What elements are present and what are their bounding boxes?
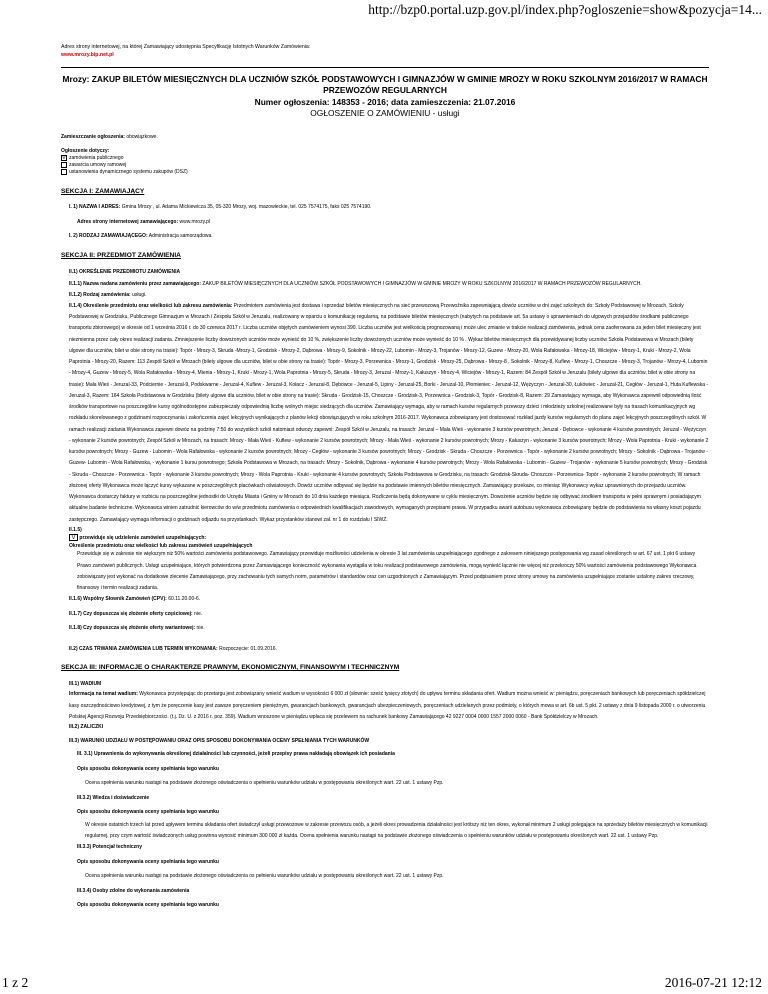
notice-document [61, 44, 709, 909]
order-type-value: usługi. [132, 292, 147, 299]
divider [61, 67, 709, 68]
kind-value: Administracja samorządowa. [148, 233, 213, 240]
section-1-address [61, 204, 709, 211]
kind-label: I. 2) RODZAJ ZAMAWIAJĄCEGO: [69, 233, 148, 240]
title-line-4: OGŁOSZENIE O ZAMÓWIENIU - usługi [310, 108, 460, 119]
website-value: www.mrozy.pl [179, 218, 210, 225]
option-label: zamówienia publicznego [69, 155, 124, 162]
section-1-kind [61, 233, 709, 240]
notice-value: obowiązkowe. [126, 133, 158, 140]
supplementary-option [61, 534, 709, 542]
staff-heading: III.3.4) Osoby zdolne do wykonania zamówienia [77, 887, 190, 894]
order-name [61, 279, 709, 290]
conditions-heading: III.3) WARUNKI UDZIAŁU W POSTĘPOWANIU ORAZ OPIS SPOSOBU DOKONYWANIA OCENY SPEŁNIANIA TYCH WARUNKÓW [69, 737, 370, 744]
variant-offer-row [61, 625, 709, 632]
checkbox-empty [61, 162, 67, 168]
order-type [61, 290, 709, 301]
option-label: zawarcia umowy ramowej [69, 162, 127, 169]
notice-type [61, 134, 709, 141]
permissions-heading: III. 3.1) Uprawnienia do wykonywania określonej działalności lub czynności, jeżeli przepisy prawa nakładają obowiązek ich posiadania [77, 751, 395, 758]
order-type-label: II.1.2) Rodzaj zamówienia: [69, 292, 131, 299]
technical-heading: III.3.3) Potencjał techniczny [77, 844, 143, 851]
technical-value: Ocena spełnienia warunku nastąpi na podstawie złożonego oświadczenia os pełnieniu warunków udziału w postępowaniu określonych wart. 22 ust. 1 ustawy Pzp. [85, 873, 444, 880]
option-label: ustanowienia dynamicznego systemu zakupów (DSZ) [69, 169, 188, 176]
partial-offer-value: nie. [194, 610, 203, 617]
order-name-value: ZAKUP BILETÓW MIESIĘCZNYCH DLA UCZNIÓW SZKÓŁ PODSTAWOWYCH I GIMNAZJÓW W GMINIE MROZY W ROKU SZKOLNYM 2016/2017 W RAMACH PRZEWOZÓW REGULARNYCH. [202, 281, 642, 287]
supplementary-option-label: przewiduje się udzielenie zamówień uzupełniających: [79, 535, 207, 542]
checkbox-checked: V [69, 534, 78, 541]
variant-offer-value: nie. [196, 625, 205, 632]
wadium-label: Informacja na temat wadium: [69, 691, 138, 698]
partial-offer-row [61, 611, 709, 618]
supplementary-label: Określenie przedmiotu oraz wielkości lub zakresu zamówień uzupełniających [69, 542, 253, 549]
duration-value: Rozpoczęcie: 01.09.2016. [219, 645, 277, 652]
wadium-heading: III.1) WADIUM [69, 680, 102, 687]
concerns-option-2 [61, 169, 709, 176]
title-line-3: Numer ogłoszenia: 148353 - 2016; data zamieszczenia: 21.07.2016 [254, 96, 516, 107]
browser-url: http://bzp0.portal.uzp.gov.pl/index.php?ogloszenie=show&pozycja=14... [368, 2, 762, 17]
cpv-row [61, 596, 709, 603]
checkbox-empty [61, 169, 67, 175]
title-line-1: Mrozy: ZAKUP BILETÓW MIESIĘCZNYCH DLA UCZNIÓW SZKÓŁ PODSTAWOWYCH I GIMNAZJÓW W GMINIE MROZY W ROKU SZKOLNYM 2016/2017 W RAMACH [62, 73, 708, 84]
intro-block [61, 44, 709, 59]
experience-value: W okresie ostatnich trzech lat przed upływem terminu składania ofert świadczył usługi przewozowe w zakresie przewozu osób, a jeżeli okres prowadzenia działalności jest krótszy niż ten okres, wykonał minimum 2 usługi polegające na sprzedaży biletów miesięcznych w komunikacji regularnej, przy czym wartość świadczonych usług powinna wynosić minimum 300 000 zł każda. Ocena spełnienia warunku nastąpi na podstawie złożonego oświadczenia o spełnieniu warunków udziału w postępowaniu określonych wart. 22 ust. 1 ustawy Pzp. [85, 821, 708, 839]
method-label-3: Opis sposobu dokonywania oceny spełniania tego warunku [77, 858, 219, 865]
checkbox-checked: V [62, 155, 66, 162]
notice-title [61, 74, 709, 120]
intro-text: Adres strony internetowej, na której Zamawiający udostępnia Specyfikację Istotnych Warunków Zamówienia: [61, 44, 311, 50]
section-3-title: SEKCJA III: INFORMACJE O CHARAKTERZE PRAWNYM, EKONOMICZNYM, FINANSOWYM I TECHNICZNYM [61, 664, 400, 672]
order-description-value: Przedmiotem zamówienia jest dostawa i sprzedaż biletów miesięcznych na sieć przewozową Przewoźnika zapewniającą dowóz uczniów w dni zajęć szkolnych do: Szkoły Podstawowej w Mrozach, Szkoły Podstawowej w Grodzisku, Publicznego Gimnazjum w Mrozach i Zespołu Szkół w Jeruzalu, realizowany w oparciu o komunikację regularną, na podstawie biletów miesięcznych (nabytych na podstawie art. 5a ustawy o uprawnieniach do ulgowych przejazdów środkami publicznego transportu zbiorowego) w okresie od 1 września 2016 r. do 30 czerwca 2017 r. Liczba uczniów objętych zamówieniem wynosi 390. Liczba uczniów jest wielkością prognozowaną i może ulec zmianie w trakcie realizacji zamówienia, jednak cena zaoferowana za jeden bilet miesięczny jest niezmienna przez cały okres realizacji zadania. Zmniejszenie liczby dowożonych uczniów może wynieść do 10 %, zwiększenie liczby dowożonych uczniów może wynieść do 10 % . Wykaz biletów miesięcznych dla przewidywanej liczby uczniów Szkoła Podstawowa w Mrozach (bilety ulgowe dla uczniów, bilet w obie strony na trasie): Topór - Mrozy-3, Skruda -Mrozy-1, Grodzisk - Mrozy-2, Dąbrowa - Mrozy-9, Sokolnik - Mrozy-22, Lubomin - Mrozy-3, Trojanów - Mrozy-12, Guzew - Mrozy-20, Wola Rafałowska - Mrozy-18, Wiciejów - Mrozy-1, Kruki - Mrozy-2, Wola Paprotnia - Mrozy-20, Razem: 113 Zespół Szkół w Mrozach (bilety ulgowe dla uczniów, bilet w obie strony na trasie): Topór - Mrozy-3, Porzewnica - Mrozy-1, Grodzisk - Mrozy-25, Dąbrowa - Mrozy-8 , Sokolnik - Mrozy-8, Kuflew - Mrozy-1, Choszcze - Mrozy-3, Trojanów - Mrozy-4, Lubomin - Mrozy-4, Guzew - Mrozy-5, Wola Rafałowska - Mrozy-4, Mienia - Mrozy-1, Kruki - Mrozy-1, Wola Paprotnia - Mrozy-5, Skruda - Mrozy-3, Jeruzal - Mrozy-1, Kałuszyn - Mrozy-4, Wiciejów - Mrozy-1, Razem: 84 Zespół Szkół w Jeruzalu (bilety ulgowe dla uczniów, bilet w obie strony na trasie): Mała Wieś - Jeruzal-33, Podciernie - Jeruzal-9, Podskwarne - Jeruzal-4, Kuflew - Jeruzal-3, Kołacz - Jeruzal-8, Dębowce - Jeruzal-5, Lipiny - Jeruzal-25, Borki - Jeruzal-10, Płomieniec - Jeruzal-12, Wężyczyn - Jeruzal-30, Łukówiec - Jeruzal-21, Cegłów - Jeruzal-1, Huta Kuflewska - Jeruzal-3, Razem: 164 Szkoła Podstawowa w Grodzisku (bilety ulgowe dla uczniów, bilet w obie strony na trasie): Skruda - Grodzisk-15, Choszcze - Grodzisk-3, Porzewnica - Grodzisk-3, Topór - Grodzisk-8, Razem: 29 Zamawiający wymaga, aby Wykonawca zapewnił odpowiednią ilość środków transportowe na poszczególne kursy ogólnodostępne zabezpieczały odpowiednią liczbę wolnych miejsc siedzących dla uczniów. Zamawiający wymaga, aby w ramach kursów regularnych przewozy dzieci i młodzieży szkolnej realizowane były na trasach komunikacyjnych wg rozkładu skorelowanego z godzinami rozpoczynania i zakończenia zajęć lekcyjnych wynikających z planów lekcji obowiązujących w roku szkolnym 2016-2017. Wykonawca zobowiązany jest dostosować rozkład jazdy kursów regularnych do planu zajęć lekcyjnych poszczególnych szkół. W ramach realizacji zadania Wykonawca zapewni dowóz na godzinę 7:50 do wszystkich szkół natomiast odwozy zapewni: Zespół Szkół w Jeruzalu, na trasach: Jeruzal – Mała Wieś - wykonanie 3 kursów powrotnych; Jeruzal - Dębowce - wykonanie 4 kursów powrotnych; Jeruzal - Wężyczyn - wykonanie 2 kursów powrotnych; Zespół Szkół w Mrozach, na trasach: Mrozy - Mała Wieś - Kuflew - wykonanie 2 kursów powrotnych; Mrozy - Mała Wieś - wykonanie 2 kursów powrotnych; Mrozy - Kałuszyn - wykonanie 3 kursów powrotnych; Mrozy - Wola Paprotnia - Kruki - wykonanie 2 kursów powrotnych; Mrozy - Guzew - Lubomin - Wola Rafałowska - wykonanie 2 kursów powrotnych; Mrozy - Cegłów - wykonanie 3 kursów powrotnych; Mrozy - Grodzisk - Skruda - Choszcze - Porzewnica - Topór - wykonanie 2 kursów powrotnych; Mrozy - Sokolnik - Dąbrowa - Trojanów - Guzew- Lubomin - Wola Rafałowska, - wykonanie 1 kursu powrotnego; Szkoła Podstawowa w Mrozach, na trasach: Mrozy - Sokolnik, Dąbrowa - wykonanie 4 kursów powrotnych; Mrozy - Wola Rafałowska - Lubomin - Guzew - Trojanów - wykonanie 5 kursów powrotnych; Mrozy - Grodzisk - Skruda - Choszcze - Porzewnica - Topór - wykonanie 3 kursów powrotnych; Mrozy - Wola Paprotnia - Kruki - wykonanie 4 kursów powrotnych; Szkoła Podstawowa w Grodzisku, na trasach: Grodzisk-Skruda- Choszcze - Porzewnica- Topór - wykonanie 2 kursów powrotnych; W ramach złożonej oferty Wykonawca może łączyć kursy wykazane w poszczególnych placówkach oświatowych. Dowóz uczniów odbywać się będzie na podstawie imiennych biletów miesięcznych. Zamawiający przekaże, co miesiąc Wykonawcy wykaz uprawnionych do przejazdu uczniów. Wykonawca dostarczy faktury w rozbiciu na poszczególne jednostki do Urzędu Miasta i Gminy w Mrozach do 10 dnia każdego miesiąca. Rozliczenia będą dokonywane w cyklu miesięcznym. Dowożenie uczniów będzie się odbywać środkiem transportu w pełni sprawnym i posiadającym aktualne badanie techniczne. Wykonawca winien zatrudnić kierowców do w/w przedmiotu zamówienia o odpowiednich kwalifikacjach zawodowych, wymaganych przepisami prawa. W przypadku awarii autobusu wykonawca zobowiązany będzie do podstawienia na własny koszt pojazdu zastępczego. Zamawiający wymaga informacji o godzinach odjazdu na przystankach. Wykaz przystanków stanowi zał. nr 1 do rozdziału I SIWZ. [69, 302, 709, 523]
order-description [61, 301, 709, 526]
experience-heading: III.3.2) Wiedza i doświadczenie [77, 794, 150, 801]
notice-label: Zamieszczanie ogłoszenia: [61, 133, 125, 140]
cpv-label: II.1.6) Wspólny Słownik Zamówień (CPV): [69, 596, 167, 603]
supplementary-value: Przewiduje się w zakresie nie większym niż 50% wartości zamówienia podstawowego. Zamawiający przewiduje możliwości udzielenia w okresie 3 lat zamówienia uzupełniającego zgodnego z zakresem niniejszego postępowania wg zasad określonych w art. 67 ust. 1 pkt 6 ustawy Prawo zamówień publicznych. Usługi uzupełniające, których potwierdzona przez Zamawiającego konieczność wykonania wystąpiła w toku realizacji podstawowego zamówienia, mogą wynieść łącznie nie więcej niż przekroczy 50% wartości zamówienia podstawowego Wykonawca zobowiązany jest wykonać na dodatkowe zlecenie Zamawiającego, przy zachowaniu tych samych norm, parametrów i standardów oraz cen uzgodnionych z Zamawiającym. Przed podpisaniem przez strony umowy na zamówienia uzupełniające zostanie ustalony zakres rzeczowy, finansowy i termin realizacji zadania. [77, 551, 697, 591]
method-label-4: Opis sposobu dokonywania oceny spełniania tego warunku [77, 902, 219, 909]
duration-row [61, 646, 709, 653]
address-label: I. 1) NAZWA I ADRES: [69, 204, 121, 211]
concerns-option-0 [61, 155, 709, 162]
section-2-heading: II.1) OKREŚLENIE PRZEDMIOTU ZAMÓWIENIA [69, 268, 181, 275]
section-1-website [61, 219, 709, 226]
page-indicator: 1 z 2 [2, 975, 29, 990]
partial-offer-label: II.1.7) Czy dopuszcza się złożenie oferty częściowej: [69, 610, 193, 617]
concerns-label: Ogłoszenie dotyczy: [61, 148, 110, 155]
address-value: Gmina Mrozy , ul. Adama Mickiewicza 35, 05-320 Mrozy, woj. mazowieckie, tel. 025 7574175, faks 025 7574190. [121, 204, 372, 211]
title-line-2: PRZEWOZÓW REGULARNYCH [323, 85, 447, 96]
concerns-block [61, 148, 709, 176]
concerns-option-1 [61, 162, 709, 169]
order-name-label: II.1.1) Nazwa nadana zamówieniu przez zamawiającego: [69, 281, 201, 287]
wadium-value: Wykonawca przystępując do przetargu jest zobowiązany wnieść wadium w wysokości 6 000 zł (słownie: sześć tysięcy złotych) do upływu terminu składania ofert. Wadium można wnieść w: pieniądzu, poręczeniach bankowych lub poręczeniach spółdzielczej kasy oszczędnościowo kredytowej, z tym że poręczenie kasy jest zawsze poręczeniem pieniężnym, gwarancjach bankowych, gwarancjach ubezpieczeniowych, poręczeniach udzielanych przez podmioty, o których mowa w art. 6b ust. 5 pkt. 2 ustawy z dnia 9 listopada 2000 r. o utworzeniu Polskiej Agencji Rozwoju Przedsiębiorczości. (t.j. Dz. U. z 2016 r. poz. 359). Wadium wnoszone w pieniądzu wpłaca się przelewem na rachunek bankowy Zamawiającego 42 9227 0004 0000 1557 2000 0060 - Bank Spółdzielczy w Mrozach. [69, 691, 706, 720]
siwz-link[interactable]: www.mrozy.bip.net.pl [61, 51, 114, 58]
duration-label: II.2) CZAS TRWANIA ZAMÓWIENIA LUB TERMIN WYKONANIA: [69, 645, 218, 652]
order-description-label: II.1.4) Określenie przedmiotu oraz wielkości lub zakresu zamówienia: [69, 302, 233, 309]
advances-heading: III.2) ZALICZKI [69, 724, 104, 731]
supplementary-heading: II.1.5) [69, 526, 82, 533]
method-label-2: Opis sposobu dokonywania oceny spełniania tego warunku [77, 809, 219, 816]
cpv-value: 60.11.20.00-6. [168, 596, 201, 603]
permissions-value: Ocena spełnienia warunku nastąpi na podstawie złożonego oświadczenia o spełnieniu warunków udziału w postępowaniu określonych wart. 22 ust. 1 ustawy Pzp. [85, 780, 444, 787]
print-datetime: 2016-07-21 12:12 [664, 975, 762, 990]
variant-offer-label: II.1.8) Czy dopuszcza się złożenie oferty wariantowej: [69, 625, 196, 632]
section-2-title: SEKCJA II: PRZEDMIOT ZAMÓWIENIA [61, 251, 181, 259]
wadium-row [61, 689, 709, 723]
website-label: Adres strony internetowej zamawiającego: [77, 218, 179, 225]
section-1-title: SEKCJA I: ZAMAWIAJĄCY [61, 187, 145, 195]
method-label-1: Opis sposobu dokonywania oceny spełniania tego warunku [77, 765, 219, 772]
